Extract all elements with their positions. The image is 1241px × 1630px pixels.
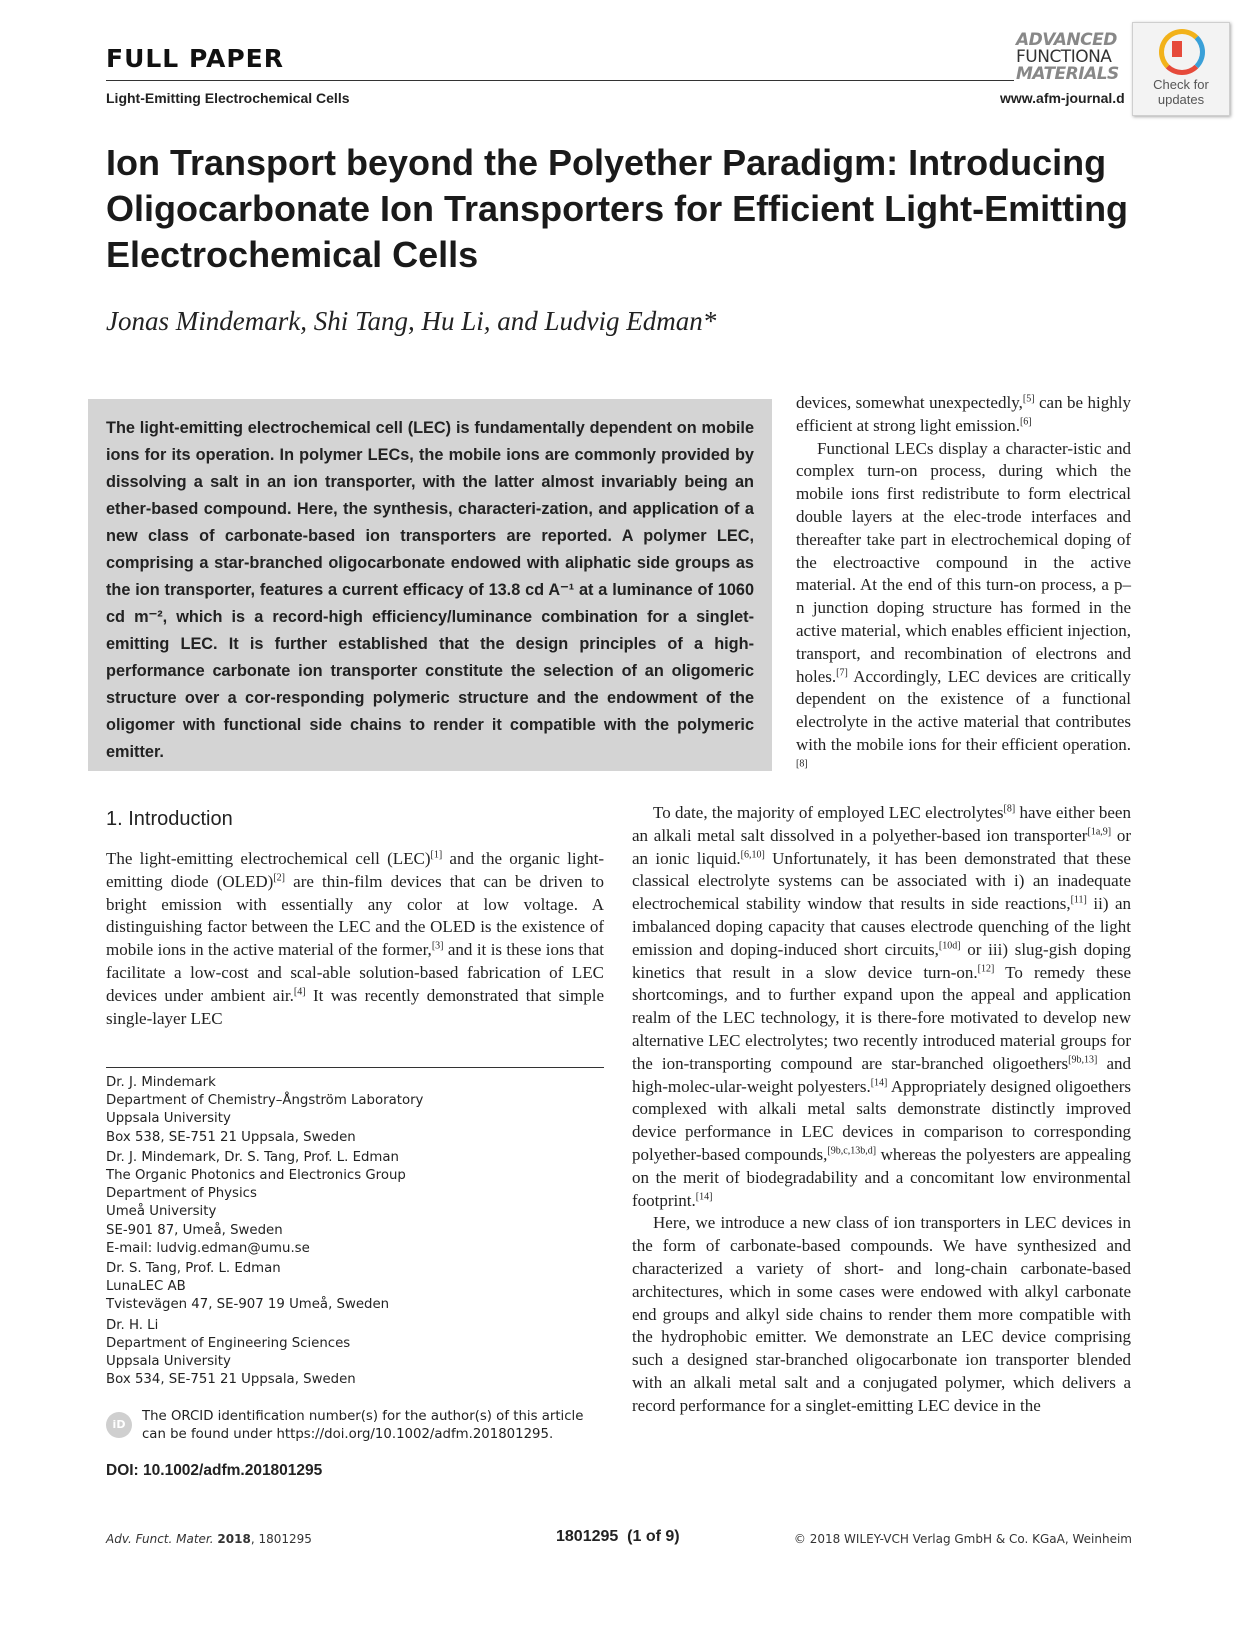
text-run: To date, the majority of employed LEC electrolytes (653, 803, 1004, 822)
text-run: whereas the polyesters are appealing on the merit of biodegradability and a concomitant low environmental footprint. (632, 1144, 1131, 1210)
affiliations (106, 1074, 604, 1391)
left-column-body (106, 848, 604, 1030)
affiliation-line: Dr. H. Li (106, 1317, 159, 1333)
affiliation-block (106, 1260, 604, 1315)
text-run: or an ionic liquid. (632, 825, 1132, 868)
article-type-label: FULL PAPER (106, 44, 284, 73)
text-run: can be highly efficient at strong light emission. (796, 393, 1131, 435)
affiliation-line: Tvistevägen 47, SE-907 19 Umeå, Sweden (106, 1297, 390, 1313)
journal-logo (1016, 32, 1134, 84)
citation-link[interactable]: [6,10] (740, 848, 765, 860)
affiliation-block (106, 1149, 604, 1258)
journal-url-link[interactable]: www.afm-journal.d (1000, 90, 1125, 106)
text-run: and the organic light-emitting diode (OLED) (106, 849, 604, 891)
affiliation-line: Dr. S. Tang, Prof. L. Edman (106, 1261, 281, 1277)
abstract-box (88, 399, 772, 771)
citation-link[interactable]: [5] (1022, 393, 1035, 405)
crossmark-icon (1159, 29, 1205, 75)
right-column-upper (796, 392, 1131, 780)
section-heading: 1. Introduction (106, 808, 233, 830)
check-for-updates-label (1133, 77, 1229, 107)
citation-link[interactable]: [4] (293, 986, 306, 998)
abstract-text: The light-emitting electrochemical cell (LEC) is fundamentally dependent on mobile ions for its operation. In polymer LECs, the mobile ions are commonly provided by dissolving a salt in an ion transporter, with the latter almost invariably being an ether-based compound. Here, the synthesis, characteri-zation, and application of a new class of carbonate-based ion transporters are reported. A polymer LEC, comprising a star-branched oligocarbonate endowed with aliphatic side groups as the ion transporter, features a current efficacy of 13.8 cd A⁻¹ at a luminance of 1060 cd m⁻², which is a record-high efficiency/luminance combination for a singlet-emitting LEC. It is further established that the design principles of a high-performance carbonate ion transporter constitute the selection of an oligomeric structure over a cor-responding polymeric structure and the endowment of the oligomer with functional side chains to render it compatible with the polymeric emitter. (106, 419, 754, 761)
affiliation-line: LunaLEC AB (106, 1279, 186, 1295)
text-run: are thin-film devices that can be driven to bright emission with essentially any color at low voltage. A distinguishing factor between the LEC and the OLED is the existence of mobile ions in the active material of the former, (106, 871, 604, 960)
page-number: 1801295 (1 of 9) (556, 1528, 680, 1545)
header-divider (106, 80, 1014, 81)
affiliation-line: Dr. J. Mindemark, Dr. S. Tang, Prof. L. Edman (106, 1149, 399, 1165)
paragraph-continuation (796, 392, 1131, 438)
citation-link[interactable]: [9b,13] (1068, 1054, 1098, 1066)
paragraph-electrolytes (632, 802, 1131, 1212)
citation-link[interactable]: [1] (430, 849, 443, 861)
citation-link[interactable]: [14] (870, 1076, 888, 1088)
text-run: It was recently demonstrated that simple single-layer LEC (106, 985, 604, 1028)
citation-link[interactable]: [8] (1003, 803, 1016, 815)
author-list: Jonas Mindemark, Shi Tang, Hu Li, and Ludvig Edman* (106, 306, 717, 336)
check-line-2: updates (1157, 92, 1205, 107)
text-run: have either been an alkali metal salt dissolved in a polyether-based ion transporter (632, 803, 1131, 845)
citation-link[interactable]: [1a,9] (1087, 826, 1112, 838)
citation-link[interactable]: [9b,c,13b,d] (827, 1145, 877, 1157)
text-run: Unfortunately, it has been demonstrated that these classical electrolyte systems can be associated with i) an inadequate electrochemical stability window that results in side reactions, (632, 848, 1131, 914)
right-column-lower (632, 802, 1131, 1418)
check-for-updates-button[interactable] (1132, 22, 1230, 116)
text-run: To remedy these shortcomings, and to further expand upon the appeal and application realm of the LEC technology, it is there-fore motivated to develop new alternative LEC electrolytes; two recently introduced material groups for the ion-transporting compound are star-branched oligoethers (632, 962, 1131, 1073)
affiliation-block (106, 1317, 604, 1390)
affiliation-line: Umeå University (106, 1204, 217, 1220)
citation-suffix: , 1801295 (250, 1532, 312, 1546)
affiliation-line: SE-901 87, Umeå, Sweden (106, 1222, 283, 1238)
text-run: ii) an imbalanced doping capacity that causes electrode quenching of the light emission and doping-induced short circuits, (632, 894, 1131, 959)
email-link[interactable]: E-mail: ludvig.edman@umu.se (106, 1240, 310, 1256)
citation-link[interactable]: [12] (977, 962, 995, 974)
citation-link[interactable]: [6] (1019, 416, 1032, 428)
affiliation-line: Box 538, SE-751 21 Uppsala, Sweden (106, 1129, 356, 1145)
doi-link[interactable]: DOI: 10.1002/adfm.201801295 (106, 1462, 323, 1479)
citation-link[interactable]: [8] (796, 758, 808, 770)
affiliation-line: Department of Chemistry–Ångström Laboratory (106, 1093, 424, 1109)
citation-link[interactable]: [14] (695, 1190, 713, 1202)
affiliation-divider (106, 1067, 604, 1068)
text-run: devices, somewhat unexpectedly, (796, 393, 1023, 412)
citation-link[interactable]: [3] (431, 940, 444, 952)
journal-abbrev: Adv. Funct. Mater. (106, 1532, 214, 1546)
article-title: Ion Transport beyond the Polyether Paradigm: Introducing Oligocarbonate Ion Transporters for Efficient Light-Emitting Electrochemical Cells (106, 142, 1129, 275)
citation-link[interactable]: [11] (1070, 894, 1087, 906)
affiliation-block (106, 1074, 604, 1147)
text-run: and high-molec-ular-weight polyesters. (632, 1053, 1131, 1096)
text-run: Functional LECs display a character-istic and complex turn-on process, during which the mobile ions first redistribute to form electrical double layers at the elec-trode interfaces and thereafter take part in electrochemical doping of the electroactive compound in the active material. At the end of this turn-on process, a p–n junction doping structure has formed in the active material, which enables efficient injection, transport, and recombination of electrons and holes. (796, 438, 1131, 686)
citation-link[interactable]: [7] (836, 666, 848, 678)
affiliation-line: Department of Physics (106, 1186, 257, 1202)
logo-line-1: ADVANCED (1016, 30, 1117, 50)
text-run: The light-emitting electrochemical cell (LEC) (106, 849, 431, 868)
citation-link[interactable]: [10d] (938, 940, 961, 952)
bookmark-icon (1172, 41, 1182, 57)
logo-line-3: MATERIALS (1016, 64, 1119, 84)
paragraph-introduce: Here, we introduce a new class of ion transporters in LEC devices in the form of carbonate-based compounds. We have synthesized and characterized a variety of short- and long-chain carbonate-based architectures, which in some cases were endowed with alkyl carbonate end groups and alkyl side chains to render them more compatible with the hydrophobic emitter. We demonstrate an LEC device comprising such a designed star-branched oligocarbonate ion transporter blended with an alkali metal salt and a conjugated polymer, which delivers a record performance for a singlet-emitting LEC device in the (632, 1213, 1131, 1415)
citation-year: 2018 (217, 1532, 251, 1546)
affiliation-line: Department of Engineering Sciences (106, 1335, 351, 1351)
text-run: or iii) slug-gish doping kinetics that result in a slow device turn-on. (632, 939, 1131, 982)
text-run: Appropriately designed oligoethers complexed with alkali metal salts demonstrate distinctly improved device performance in LEC devices in comparison to corresponding polyether-based compounds, (632, 1076, 1132, 1164)
paragraph-intro (106, 848, 604, 1030)
check-line-1: Check for (1153, 77, 1209, 92)
header-topic: Light-Emitting Electrochemical Cells (106, 90, 350, 106)
affiliation-line: Dr. J. Mindemark (106, 1075, 216, 1090)
affiliation-line: Uppsala University (106, 1354, 231, 1370)
footer-copyright: © 2018 WILEY-VCH Verlag GmbH & Co. KGaA, Weinheim (793, 1532, 1132, 1546)
orcid-text[interactable]: The ORCID identification number(s) for the author(s) of this article can be found under https://doi.org/10.1002/adfm.201801295. (142, 1409, 584, 1442)
citation-link[interactable]: [2] (273, 872, 286, 884)
affiliation-line: The Organic Photonics and Electronics Group (106, 1168, 406, 1184)
text-run: Accordingly, LEC devices are critically dependent on the existence of a functional electrolyte in the active material that contributes with the mobile ions for their efficient operation. (796, 666, 1131, 754)
text-run: and it is these ions that facilitate a low-cost and scal-able solution-based fabrication of LEC devices under ambient air. (106, 940, 604, 1005)
affiliation-line: Box 534, SE-751 21 Uppsala, Sweden (106, 1372, 356, 1388)
orcid-icon: iD (106, 1412, 132, 1438)
footer-citation (106, 1532, 312, 1546)
paragraph-turn-on (796, 438, 1131, 780)
logo-line-2: FUNCTIONA (1016, 47, 1112, 67)
affiliation-line: Uppsala University (106, 1111, 231, 1127)
